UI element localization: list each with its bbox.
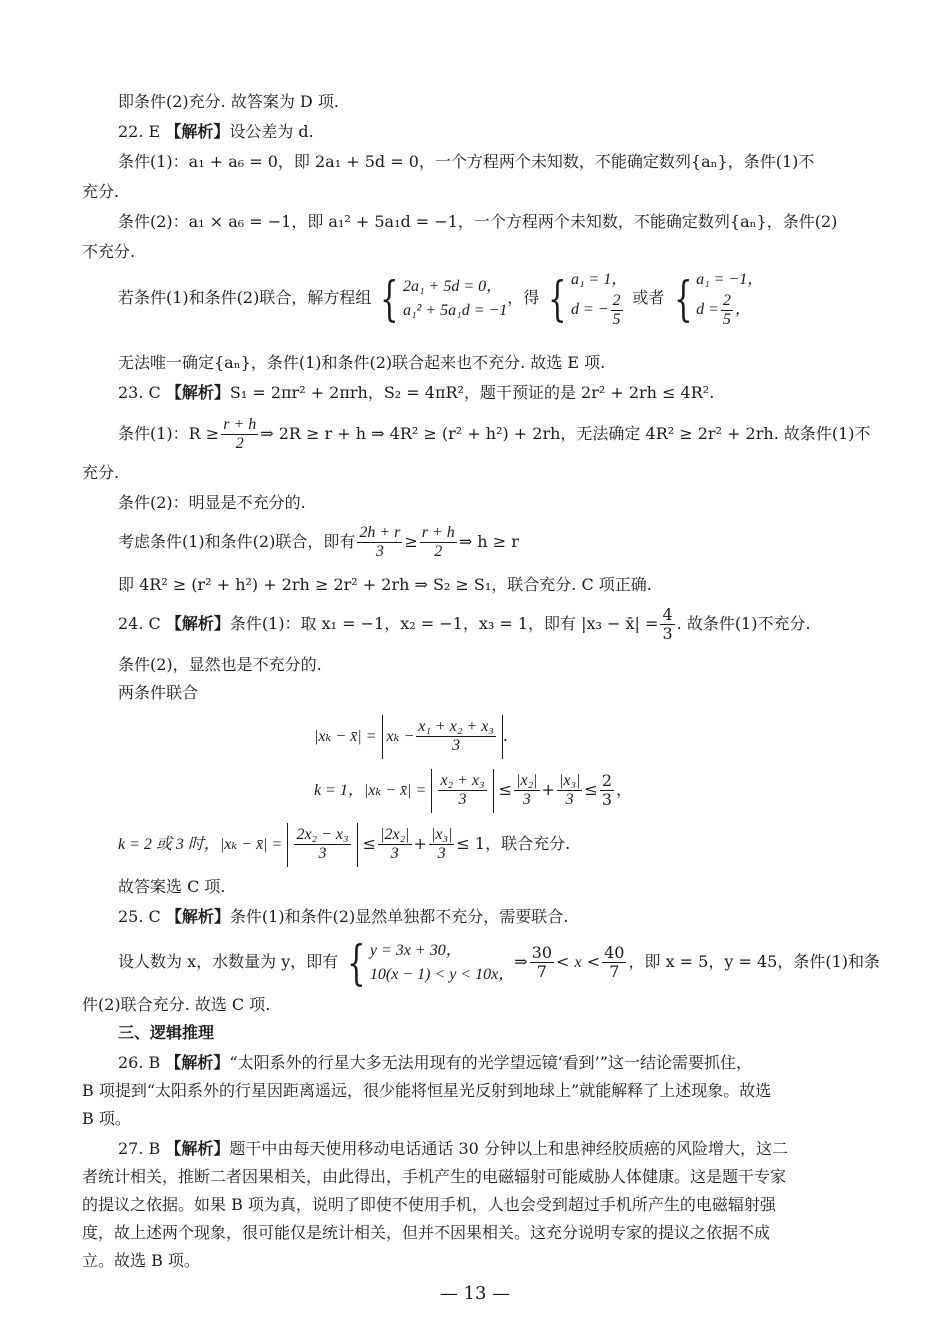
question-number: 27. B <box>118 1139 161 1158</box>
question-22-header <box>118 121 314 143</box>
text-span: . 故条件(1)不充分. <box>676 614 811 633</box>
equation: a₁ = 1， <box>570 271 628 288</box>
fraction-denominator: 3 <box>452 737 461 755</box>
fraction-denominator: 3 <box>522 791 531 808</box>
equation-system: { y = 3x + 30， 10(x − 1) < y < 10x， <box>347 934 515 991</box>
fraction-denominator: 3 <box>662 624 673 643</box>
text-line: 不充分. <box>82 242 136 261</box>
fraction-numerator: |2x₂| <box>380 826 410 843</box>
fraction-denominator: 3 <box>375 543 384 560</box>
fraction-numerator: |x₃| <box>430 826 453 843</box>
text-span: ≥ <box>404 532 418 551</box>
text-line: 条件(1)和条件(2)显然单独都不充分，需要联合. <box>229 907 569 926</box>
fraction-numerator: 2 <box>722 292 731 309</box>
text-span: 若条件(1)和条件(2)联合，解方程组 <box>118 288 372 307</box>
text-span: ，得 <box>507 288 540 307</box>
text-line: 无法唯一确定{aₙ}，条件(1)和条件(2)联合起来也不充分. 故选 E 项. <box>118 353 606 372</box>
text-line <box>118 522 519 562</box>
text-line <box>118 414 871 454</box>
text-line: 条件(2)，显然也是不充分的. <box>118 655 322 674</box>
text-line: 立。故选 B 项。 <box>82 1251 200 1270</box>
absolute-value <box>382 715 503 759</box>
fraction-denominator: 7 <box>536 962 547 981</box>
text-line: “太阳系外的行星大多无法用现有的光学望远镜‘看到’”这一结论需要抓住， <box>229 1053 752 1072</box>
equation-lhs: |xₖ − x̄| = <box>314 728 377 745</box>
equation: 2a₁ + 5d = 0， <box>402 277 503 295</box>
fraction-denominator: 5 <box>612 311 621 328</box>
fraction-numerator: |x₂| <box>516 772 538 789</box>
text-span: ，即 x = 5，y = 45，条件(1)和条 <box>628 952 880 971</box>
equation-system-line <box>118 268 763 332</box>
text-line: 条件(1)：a₁ + a₆ = 0，即 2a₁ + 5d = 0，一个方程两个未知数，不能确定数列{aₙ}，条件(1)不 <box>118 152 815 171</box>
fraction-denominator: 2 <box>235 435 244 452</box>
fraction-numerator: 2 <box>601 771 612 790</box>
fraction-numerator: 2h + r <box>359 524 401 541</box>
text-span: ≤ <box>498 780 513 799</box>
fraction-denominator: 3 <box>565 791 574 808</box>
fraction-numerator: 2x₂ − x₃ <box>296 826 349 844</box>
equation-line: |xₖ − x̄| = xₖ − $\frac{\text{x₁ + x₂ + x₃}}{3}$ . <box>314 714 508 759</box>
text-span: ≤ <box>584 780 598 799</box>
text-line: 的提议之依据。如果 B 项为真，说明了即使不使用手机，人也会受到超过手机所产生的电磁辐射强 <box>82 1195 776 1214</box>
equation-line: k = 2 或 3 时，|xₖ − x̄| = $\frac{\text{2x₂ − x₃}}{3}$ ≤ $\frac{\text{|2x₂|}}{3}$ + $\frac{\text{|x₃|}}{3}$ ≤ 1，联合充分. <box>118 822 570 867</box>
analysis-tag: 【解析】 <box>165 122 230 141</box>
text-line: 条件(2)：明显是不充分的. <box>118 493 306 512</box>
section-heading: 三、逻辑推理 <box>118 1023 215 1042</box>
text-span: 考虑条件(1)和条件(2)联合，即有 <box>118 532 356 551</box>
question-number: 22. E <box>118 122 161 141</box>
fraction-numerator: x₁ + x₂ + x₃ <box>418 718 494 736</box>
equation-lhs: k = 1，|xₖ − x̄| = <box>314 782 427 799</box>
question-26-header <box>118 1052 752 1074</box>
text-span: 条件(1)：取 x₁ = −1，x₂ = −1，x₃ = 1，即有 |x₃ − x̄| = <box>229 614 659 633</box>
equation: 10(x − 1) < y < 10x， <box>369 965 515 983</box>
question-23-header <box>118 382 714 404</box>
fraction-numerator: 2 <box>612 292 621 309</box>
fraction-denominator: 7 <box>609 962 620 981</box>
equation-system-line: 设人数为 x，水数量为 y，即有 { y = 3x + 30， 10(x − 1) < y < 10x， ⇒ $\frac{30}{7}$ < x < $\frac{40}{7}$ ，即 x = 5，y = 45，条件(1)和条 <box>118 934 880 991</box>
equation-line: k = 1，|xₖ − x̄| = $\frac{\text{x₂ + x₃}}{3}$ ≤ $\frac{\text{|x₂|}}{3}$ + $\frac{\text{|x₃|}}{3}$ ≤ $\frac{2}{3}$ ， <box>314 768 632 813</box>
equation: d = − <box>570 301 609 319</box>
question-number: 23. C <box>118 383 161 402</box>
equation-system: { a₁ = 1， d = − $\frac{2}{5}$ <box>544 268 627 329</box>
fraction-denominator: 5 <box>722 311 731 328</box>
text-line: 充分. <box>82 182 120 201</box>
absolute-value <box>287 823 357 867</box>
fraction-denominator: 3 <box>390 845 399 862</box>
text-line: 两条件联合 <box>118 683 199 702</box>
equation-system: { 2a₁ + 5d = 0， a₁² + 5a₁d = −1 <box>380 270 508 327</box>
fraction-numerator: |x₃| <box>558 772 581 789</box>
equation: y = 3x + 30， <box>369 941 462 959</box>
text-line: B 项。 <box>82 1109 131 1128</box>
text-line: 题干中由每天使用移动电话通话 30 分钟以上和患神经胶质癌的风险增大，这二 <box>229 1139 788 1158</box>
equation-system: { a₁ = −1， d = $\frac{2}{5}$ ， <box>670 268 764 329</box>
question-number: 26. B <box>118 1053 161 1072</box>
fraction-denominator: 3 <box>318 845 327 863</box>
fraction-numerator: 40 <box>604 943 625 962</box>
text-line: 即条件(2)充分. 故答案为 D 项. <box>118 92 339 111</box>
analysis-tag: 【解析】 <box>165 907 230 926</box>
text-span: 或者 <box>632 288 665 307</box>
text-span: 条件(1)：R ≥ <box>118 424 220 443</box>
fraction-numerator: r + h <box>421 524 455 541</box>
analysis-tag: 【解析】 <box>165 614 230 633</box>
text-line: 度，故上述两个现象，很可能仅是统计相关，但并不因果相关。这充分说明专家的提议之依据不成 <box>82 1223 771 1242</box>
fraction-numerator: r + h <box>223 416 257 433</box>
text-line: B 项提到“太阳系外的行星因距离遥远，很少能将恒星光反射到地球上”就能解释了上述现象。故选 <box>82 1081 772 1100</box>
question-number: 25. C <box>118 907 161 926</box>
text-line: S₁ = 2πr² + 2πrh，S₂ = 4πR²，题干预证的是 2r² + 2rh ≤ 4R². <box>229 383 715 402</box>
fraction-numerator: x₂ + x₃ <box>440 772 485 790</box>
text-line: 即 4R² ≥ (r² + h²) + 2rh ≥ 2r² + 2rh ⇒ S₂ ≥ S₁，联合充分. C 项正确. <box>118 575 652 594</box>
question-27-header <box>118 1138 788 1160</box>
fraction-numerator: 4 <box>662 605 673 624</box>
question-24-header <box>118 604 811 644</box>
page-number: — 13 — <box>439 1283 511 1304</box>
question-25-header <box>118 906 568 928</box>
equation: a₁² + 5a₁d = −1 <box>402 301 508 319</box>
equation: d = <box>696 301 719 319</box>
text-span: ≤ 1，联合充分. <box>456 834 571 853</box>
question-number: 24. C <box>118 614 161 633</box>
text-line: 故答案选 C 项. <box>118 877 226 896</box>
equation: xₖ − <box>386 727 415 745</box>
text-line: 设公差为 d. <box>229 122 314 141</box>
text-span: ⇒ 2R ≥ r + h ⇒ 4R² ≥ (r² + h²) + 2rh，无法确定 4R² ≥ 2r² + 2rh. 故条件(1)不 <box>260 424 871 443</box>
analysis-tag: 【解析】 <box>165 383 230 402</box>
fraction-denominator: 2 <box>434 543 443 560</box>
absolute-value <box>431 769 493 813</box>
equation: a₁ = −1， <box>696 271 764 288</box>
fraction-denominator: 3 <box>601 790 612 809</box>
text-line: 件(2)联合充分. 故选 C 项. <box>82 995 271 1014</box>
text-span: 设人数为 x，水数量为 y，即有 <box>118 952 339 971</box>
text-span: ⇒ h ≥ r <box>458 532 519 551</box>
analysis-tag: 【解析】 <box>165 1053 230 1072</box>
text-line: 者统计相关，推断二者因果相关，由此得出，手机产生的电磁辐射可能威胁人体健康。这是题干专家 <box>82 1167 787 1186</box>
fraction-denominator: 3 <box>437 845 446 862</box>
text-line: 充分. <box>82 463 120 482</box>
fraction-denominator: 3 <box>458 791 467 809</box>
equation-lhs: k = 2 或 3 时，|xₖ − x̄| = <box>118 836 283 853</box>
analysis-tag: 【解析】 <box>165 1139 230 1158</box>
text-span: ≤ <box>362 834 377 853</box>
fraction-numerator: 30 <box>531 943 553 962</box>
text-line: 条件(2)：a₁ × a₆ = −1，即 a₁² + 5a₁d = −1，一个方程两个未知数，不能确定数列{aₙ}，条件(2) <box>118 212 838 231</box>
